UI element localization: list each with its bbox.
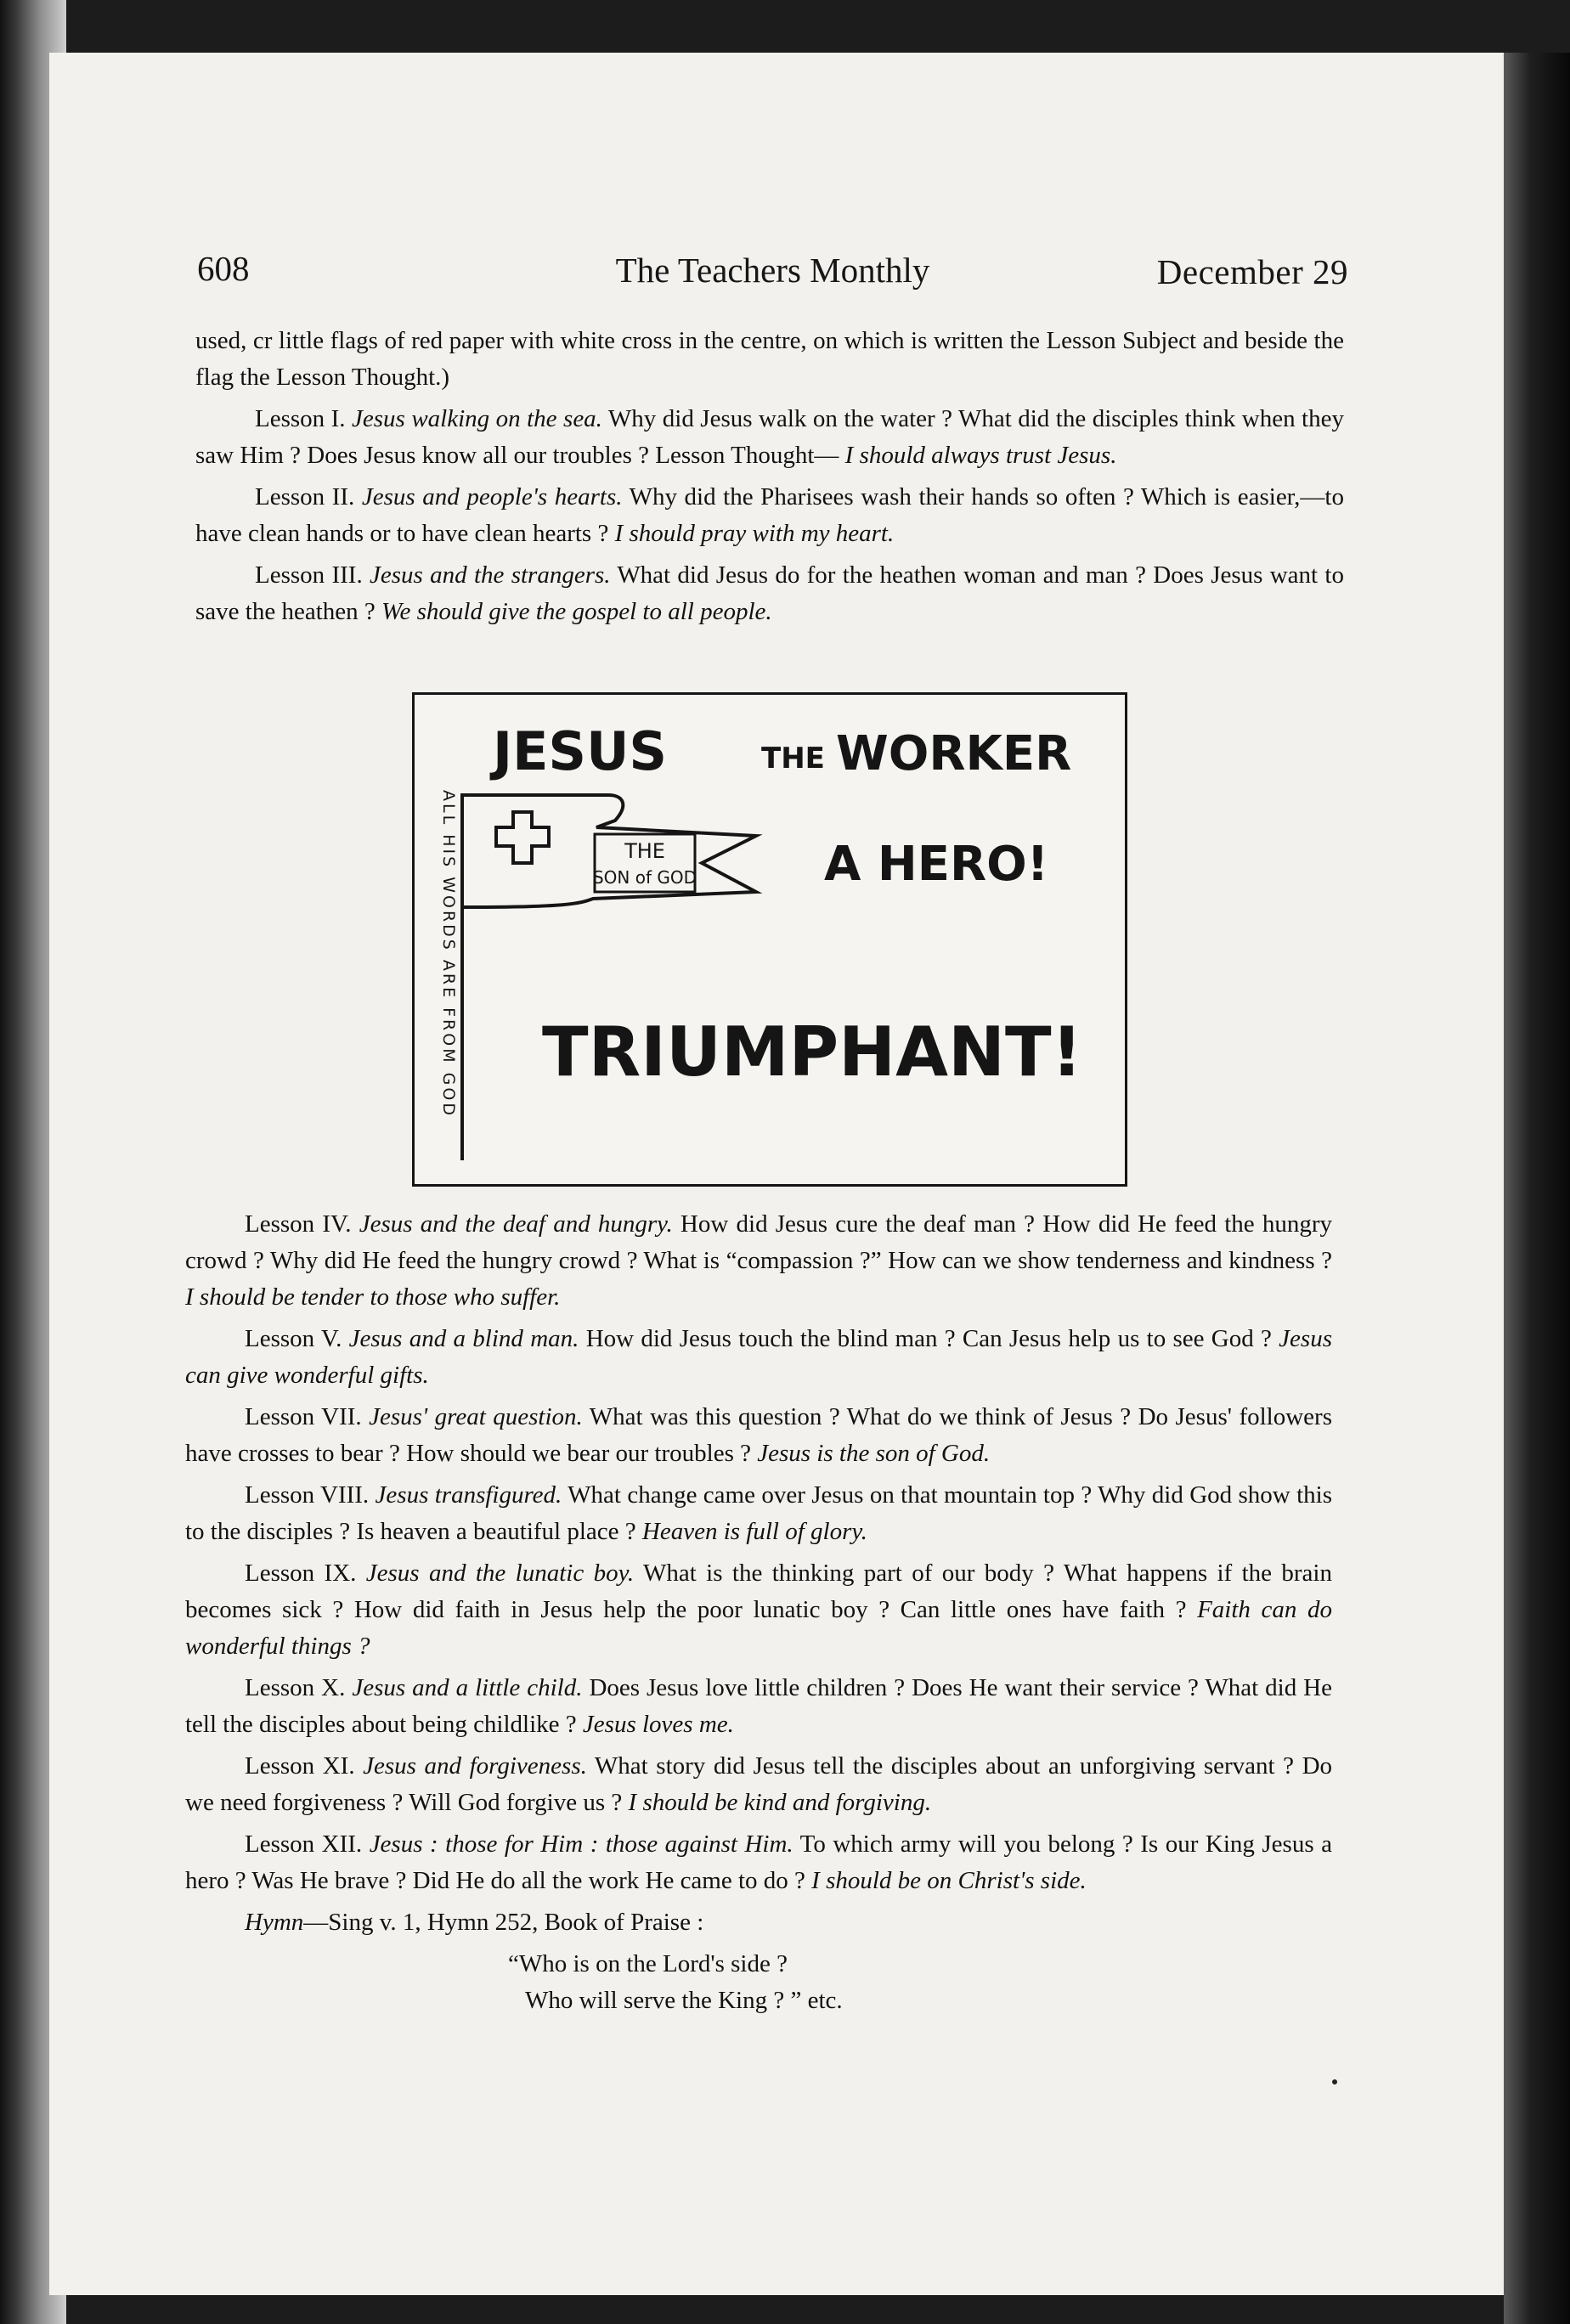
- lesson-paragraph: [195, 479, 1344, 552]
- lesson-label: Lesson VIII.: [245, 1481, 370, 1509]
- cross-icon: [496, 812, 549, 863]
- lesson-paragraph: [195, 557, 1344, 630]
- running-header: [197, 248, 1348, 302]
- lesson-questions: Why did Jesus walk on the water ? What did the disciples think when they saw Him ? Does Jesus know all our troubles ? Lesson Thought—: [195, 405, 1344, 469]
- lesson-label: Lesson IX.: [245, 1560, 357, 1587]
- lesson-questions: What change came over Jesus on that mountain top ? Why did God show this to the disciples ? Is heaven a beautiful place ?: [185, 1481, 1333, 1545]
- lesson-paragraph: [185, 1206, 1332, 1316]
- heading-worker: WORKER: [836, 726, 1072, 781]
- pennant-flag: [462, 795, 756, 907]
- lesson-questions: To which army will you belong ? Is our King Jesus a hero ? Was He brave ? Did He do all the work He came to do ?: [185, 1830, 1333, 1894]
- lesson-label: Lesson XII.: [245, 1830, 363, 1858]
- blackboard-illustration: [412, 692, 1127, 1187]
- hymn-line: Who will serve the King ? ” etc.: [525, 1987, 843, 2014]
- heading-the: THE: [761, 742, 825, 776]
- pole-text: ALL HIS WORDS ARE FROM GOD: [439, 790, 458, 1118]
- lesson-questions: How did Jesus cure the deaf man ? How did He feed the hungry crowd ? Why did He feed the hungry crowd ? What is “compassion ?” How can we show tenderness and kindness ?: [185, 1210, 1333, 1274]
- flag-label-line2: SON of GOD: [592, 867, 697, 888]
- hymn-label: Hymn: [245, 1909, 304, 1936]
- lesson-thought: I should pray with my heart.: [614, 520, 895, 547]
- lesson-label: Lesson XI.: [245, 1752, 355, 1780]
- hymn-text: —Sing v. 1, Hymn 252, Book of Praise :: [303, 1909, 704, 1936]
- lesson-questions: What was this question ? What do we think of Jesus ? Do Jesus' followers have crosses to bear ? How should we bear our troubles ?: [185, 1403, 1332, 1467]
- lesson-paragraph: [185, 1555, 1332, 1665]
- issue-date: December 29: [1156, 252, 1348, 291]
- lesson-thought: Heaven is full of glory.: [641, 1518, 867, 1545]
- lesson-subject: Jesus transfigured.: [375, 1481, 562, 1509]
- lesson-questions: Does Jesus love little children ? Does He want their service ? What did He tell the disciples about being childlike ?: [185, 1674, 1332, 1738]
- lesson-label: Lesson II.: [255, 483, 355, 510]
- lesson-label: Lesson III.: [255, 561, 363, 589]
- lesson-thought: I should be kind and forgiving.: [628, 1789, 932, 1816]
- lesson-subject: Jesus and the deaf and hungry.: [359, 1210, 673, 1238]
- lesson-thought: Jesus can give wonderful gifts.: [185, 1325, 1332, 1389]
- lesson-subject: Jesus walking on the sea.: [352, 405, 602, 432]
- triumphant-text: TRIUMPHANT!: [542, 1013, 1083, 1091]
- lesson-label: Lesson V.: [245, 1325, 342, 1352]
- lesson-paragraph: [185, 1670, 1332, 1743]
- lesson-subject: Jesus : those for Him : those against Him.: [369, 1830, 793, 1858]
- lesson-thought: We should give the gospel to all people.: [381, 598, 772, 625]
- hymn-verse: [508, 1946, 1332, 2019]
- flag-label-line1: THE: [624, 839, 665, 863]
- lesson-label: Lesson I.: [255, 405, 346, 432]
- lesson-paragraph: [185, 1399, 1332, 1472]
- lesson-questions: What did Jesus do for the heathen woman and man ? Does Jesus want to save the heathen ?: [195, 561, 1344, 625]
- intro-paragraph: used, cr little flags of red paper with white cross in the centre, on which is written the Lesson Subject and beside the flag the Lesson Thought.): [195, 327, 1344, 391]
- hymn-line: “Who is on the Lord's side ?: [508, 1950, 788, 1977]
- text-block-bottom: [185, 1206, 1332, 2019]
- lesson-subject: Jesus and people's hearts.: [361, 483, 623, 510]
- lesson-subject: Jesus and a blind man.: [348, 1325, 579, 1352]
- lesson-thought: Jesus loves me.: [582, 1711, 734, 1738]
- flag-drawing: [415, 695, 1125, 1184]
- lesson-thought: I should always trust Jesus.: [844, 442, 1117, 469]
- lesson-subject: Jesus' great question.: [369, 1403, 583, 1430]
- lesson-thought: I should be on Christ's side.: [811, 1867, 1087, 1894]
- lesson-thought: Faith can do wonderful things ?: [185, 1596, 1333, 1660]
- text-block-top: [195, 323, 1344, 635]
- lesson-questions: What is the thinking part of our body ? What happens if the brain becomes sick ? How did faith in Jesus help the poor lunatic boy ? Can little ones have faith ?: [185, 1560, 1332, 1623]
- lesson-subject: Jesus and a little child.: [352, 1674, 583, 1701]
- ink-speck: [1332, 2079, 1337, 2084]
- hymn-paragraph: [185, 1904, 1332, 1941]
- lesson-subject: Jesus and the strangers.: [370, 561, 611, 589]
- heading-jesus: JESUS: [493, 720, 668, 782]
- page-number: 608: [197, 249, 250, 288]
- lesson-paragraph: [185, 1321, 1332, 1394]
- lesson-thought: Jesus is the son of God.: [757, 1440, 991, 1467]
- journal-title: The Teachers Monthly: [615, 251, 930, 290]
- lesson-subject: Jesus and the lunatic boy.: [365, 1560, 635, 1587]
- hero-text: A HERO!: [824, 837, 1049, 892]
- lesson-thought: I should be tender to those who suffer.: [185, 1283, 561, 1311]
- lesson-subject: Jesus and forgiveness.: [363, 1752, 587, 1780]
- lesson-label: Lesson IV.: [245, 1210, 352, 1238]
- page-edge: [1504, 53, 1570, 2324]
- lesson-questions: How did Jesus touch the blind man ? Can Jesus help us to see God ?: [585, 1325, 1272, 1352]
- lesson-paragraph: [185, 1477, 1332, 1550]
- lesson-paragraph: [195, 401, 1344, 474]
- lesson-paragraph: [185, 1748, 1332, 1821]
- lesson-label: Lesson X.: [245, 1674, 346, 1701]
- lesson-label: Lesson VII.: [245, 1403, 362, 1430]
- lesson-paragraph: [185, 1826, 1332, 1899]
- lesson-questions: Why did the Pharisees wash their hands so often ? Which is easier,—to have clean hands or to have clean hearts ?: [195, 483, 1344, 547]
- lesson-questions: What story did Jesus tell the disciples about an unforgiving servant ? Do we need forgiveness ? Will God forgive us ?: [185, 1752, 1333, 1816]
